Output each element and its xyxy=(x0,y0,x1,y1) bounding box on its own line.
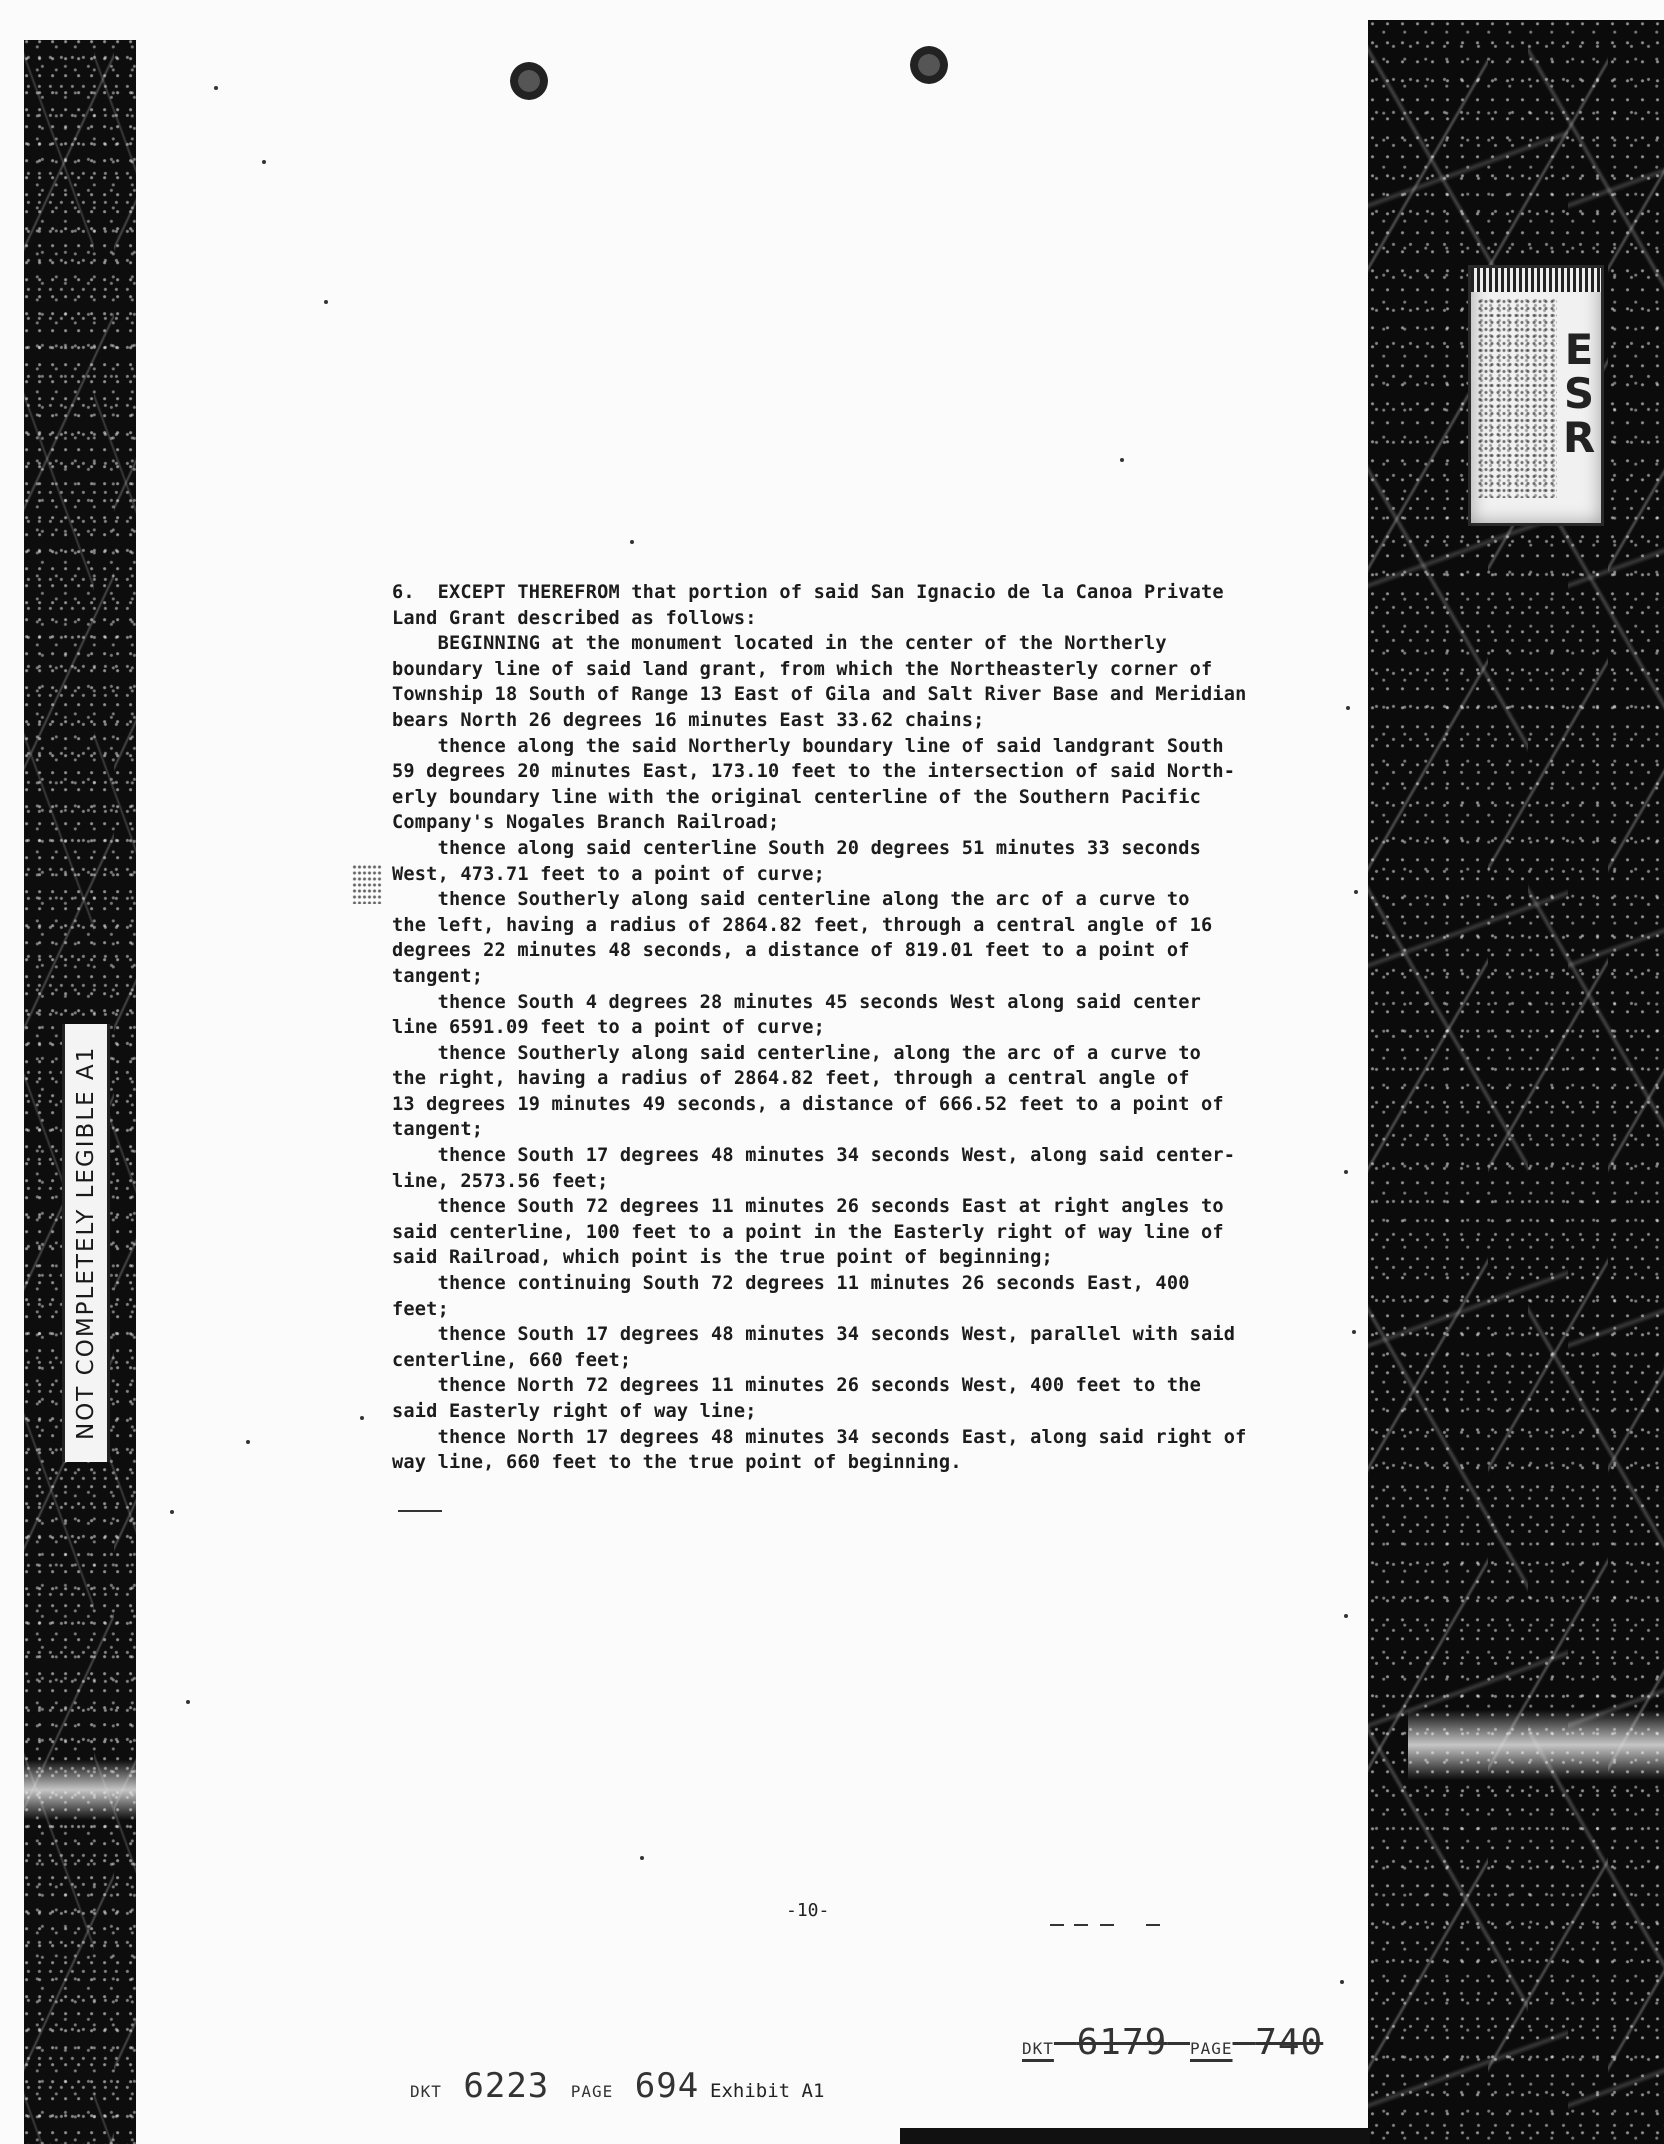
end-dash xyxy=(398,1510,442,1512)
text-line: thence North 72 degrees 11 minutes 26 seconds West, 400 feet to the xyxy=(392,1375,1202,1397)
right-scan-haze xyxy=(1408,1710,1664,1780)
scan-dot xyxy=(1120,458,1124,462)
scan-dot xyxy=(262,160,266,164)
left-scan-haze xyxy=(24,1760,136,1820)
text-line: erly boundary line with the original centerline of the Southern Pacific xyxy=(392,786,1202,808)
text-line: thence North 17 degrees 48 minutes 34 seconds East, along said right of xyxy=(392,1426,1247,1448)
text-line: degrees 22 minutes 48 seconds, a distance of 819.01 feet to a point of xyxy=(392,940,1190,962)
text-line: Land Grant described as follows: xyxy=(392,607,757,629)
text-line: thence Southerly along said centerline, along the arc of a curve to xyxy=(392,1042,1202,1064)
text-line: boundary line of said land grant, from which the Northeasterly corner of xyxy=(392,658,1213,680)
text-line: tangent; xyxy=(392,1119,484,1141)
docket-number: 6179 xyxy=(1076,2022,1168,2063)
sticker-speckle xyxy=(1477,298,1557,498)
text-line: tangent; xyxy=(392,965,484,987)
text-line: thence along the said Northerly boundary line of said landgrant South xyxy=(392,735,1224,757)
text-line: line, 2573.56 feet; xyxy=(392,1170,609,1192)
scan-speckle xyxy=(352,864,382,904)
scan-dot xyxy=(186,1700,190,1704)
docket-page: 740 xyxy=(1255,2022,1324,2063)
sticker-band xyxy=(1471,268,1601,292)
text-line: thence South 17 degrees 48 minutes 34 seconds West, along said center- xyxy=(392,1145,1236,1167)
page-prefix: PAGE xyxy=(1189,2039,1233,2058)
docket-prefix: DKT xyxy=(410,2082,442,2101)
text-line: 59 degrees 20 minutes East, 173.10 feet to the intersection of said North- xyxy=(392,761,1236,783)
text-line: feet; xyxy=(392,1298,449,1320)
text-line: thence Southerly along said centerline along the arc of a curve to xyxy=(392,889,1190,911)
docket-page: 694 xyxy=(634,2066,700,2106)
scan-dot xyxy=(1346,706,1350,710)
scan-dot xyxy=(214,86,218,90)
exhibit-label: Exhibit A1 xyxy=(710,2080,825,2102)
text-line: thence South 17 degrees 48 minutes 34 seconds West, parallel with said xyxy=(392,1324,1236,1346)
text-line: thence along said centerline South 20 degrees 51 minutes 33 seconds xyxy=(392,837,1202,859)
text-line: West, 473.71 feet to a point of curve; xyxy=(392,863,825,885)
text-line: said Easterly right of way line; xyxy=(392,1401,757,1422)
not-legible-stamp: NOT COMPLETELY LEGIBLE A1 xyxy=(62,1024,110,1462)
punch-hole-icon xyxy=(910,46,948,84)
scan-dot xyxy=(360,1416,364,1420)
stray-dash xyxy=(1146,1924,1160,1926)
page-number: -10- xyxy=(786,1900,830,1921)
stray-dash xyxy=(1100,1924,1114,1926)
text-line: bears North 26 degrees 16 minutes East 33.62 chains; xyxy=(392,709,985,731)
text-line: centerline, 660 feet; xyxy=(392,1349,632,1371)
text-line: 13 degrees 19 minutes 49 seconds, a distance of 666.52 feet to a point of xyxy=(392,1093,1224,1115)
text-line: the right, having a radius of 2864.82 feet, through a central angle of xyxy=(392,1068,1190,1090)
docket-number: 6223 xyxy=(463,2066,550,2106)
docket-prefix: DKT xyxy=(1022,2039,1054,2058)
text-line: thence continuing South 72 degrees 11 minutes 26 seconds East, 400 xyxy=(392,1273,1190,1295)
text-line: BEGINNING at the monument located in the center of the Northerly xyxy=(392,633,1167,655)
text-line: thence South 4 degrees 28 minutes 45 seconds West along said center xyxy=(392,991,1202,1013)
text-line: thence South 72 degrees 11 minutes 26 seconds East at right angles to xyxy=(392,1196,1224,1218)
scan-dot xyxy=(324,300,328,304)
stray-dash xyxy=(1074,1924,1088,1926)
text-line: said centerline, 100 feet to a point in the Easterly right of way line of xyxy=(392,1221,1224,1243)
recording-reference-current xyxy=(410,2066,699,2106)
record-sticker xyxy=(1468,265,1604,526)
punch-hole-icon xyxy=(510,62,548,100)
stray-dash xyxy=(1050,1924,1064,1926)
scan-dot xyxy=(1352,1330,1356,1334)
scan-dot xyxy=(170,1510,174,1514)
sticker-letters: ESR xyxy=(1562,325,1596,462)
text-line: Company's Nogales Branch Railroad; xyxy=(392,812,780,834)
scan-dot xyxy=(1344,1614,1348,1618)
page-prefix: PAGE xyxy=(570,2082,614,2101)
text-line: line 6591.09 feet to a point of curve; xyxy=(392,1017,825,1039)
bottom-scan-shadow xyxy=(900,2128,1370,2144)
scan-dot xyxy=(1344,1170,1348,1174)
legal-description-text xyxy=(392,580,1352,1476)
scan-dot xyxy=(640,1856,644,1860)
text-line: Township 18 South of Range 13 East of Gila and Salt River Base and Meridian xyxy=(392,684,1247,706)
text-line: said Railroad, which point is the true point of beginning; xyxy=(392,1247,1053,1269)
text-line: way line, 660 feet to the true point of beginning. xyxy=(392,1452,962,1474)
scan-dot xyxy=(630,540,634,544)
text-line: 6. EXCEPT THEREFROM that portion of said San Ignacio de la Canoa Private xyxy=(392,582,1224,603)
recording-reference-prior xyxy=(1022,2022,1323,2063)
scan-dot xyxy=(1340,1980,1344,1984)
text-line: the left, having a radius of 2864.82 feet, through a central angle of 16 xyxy=(392,914,1213,936)
scan-dot xyxy=(246,1440,250,1444)
scan-dot xyxy=(1354,890,1358,894)
